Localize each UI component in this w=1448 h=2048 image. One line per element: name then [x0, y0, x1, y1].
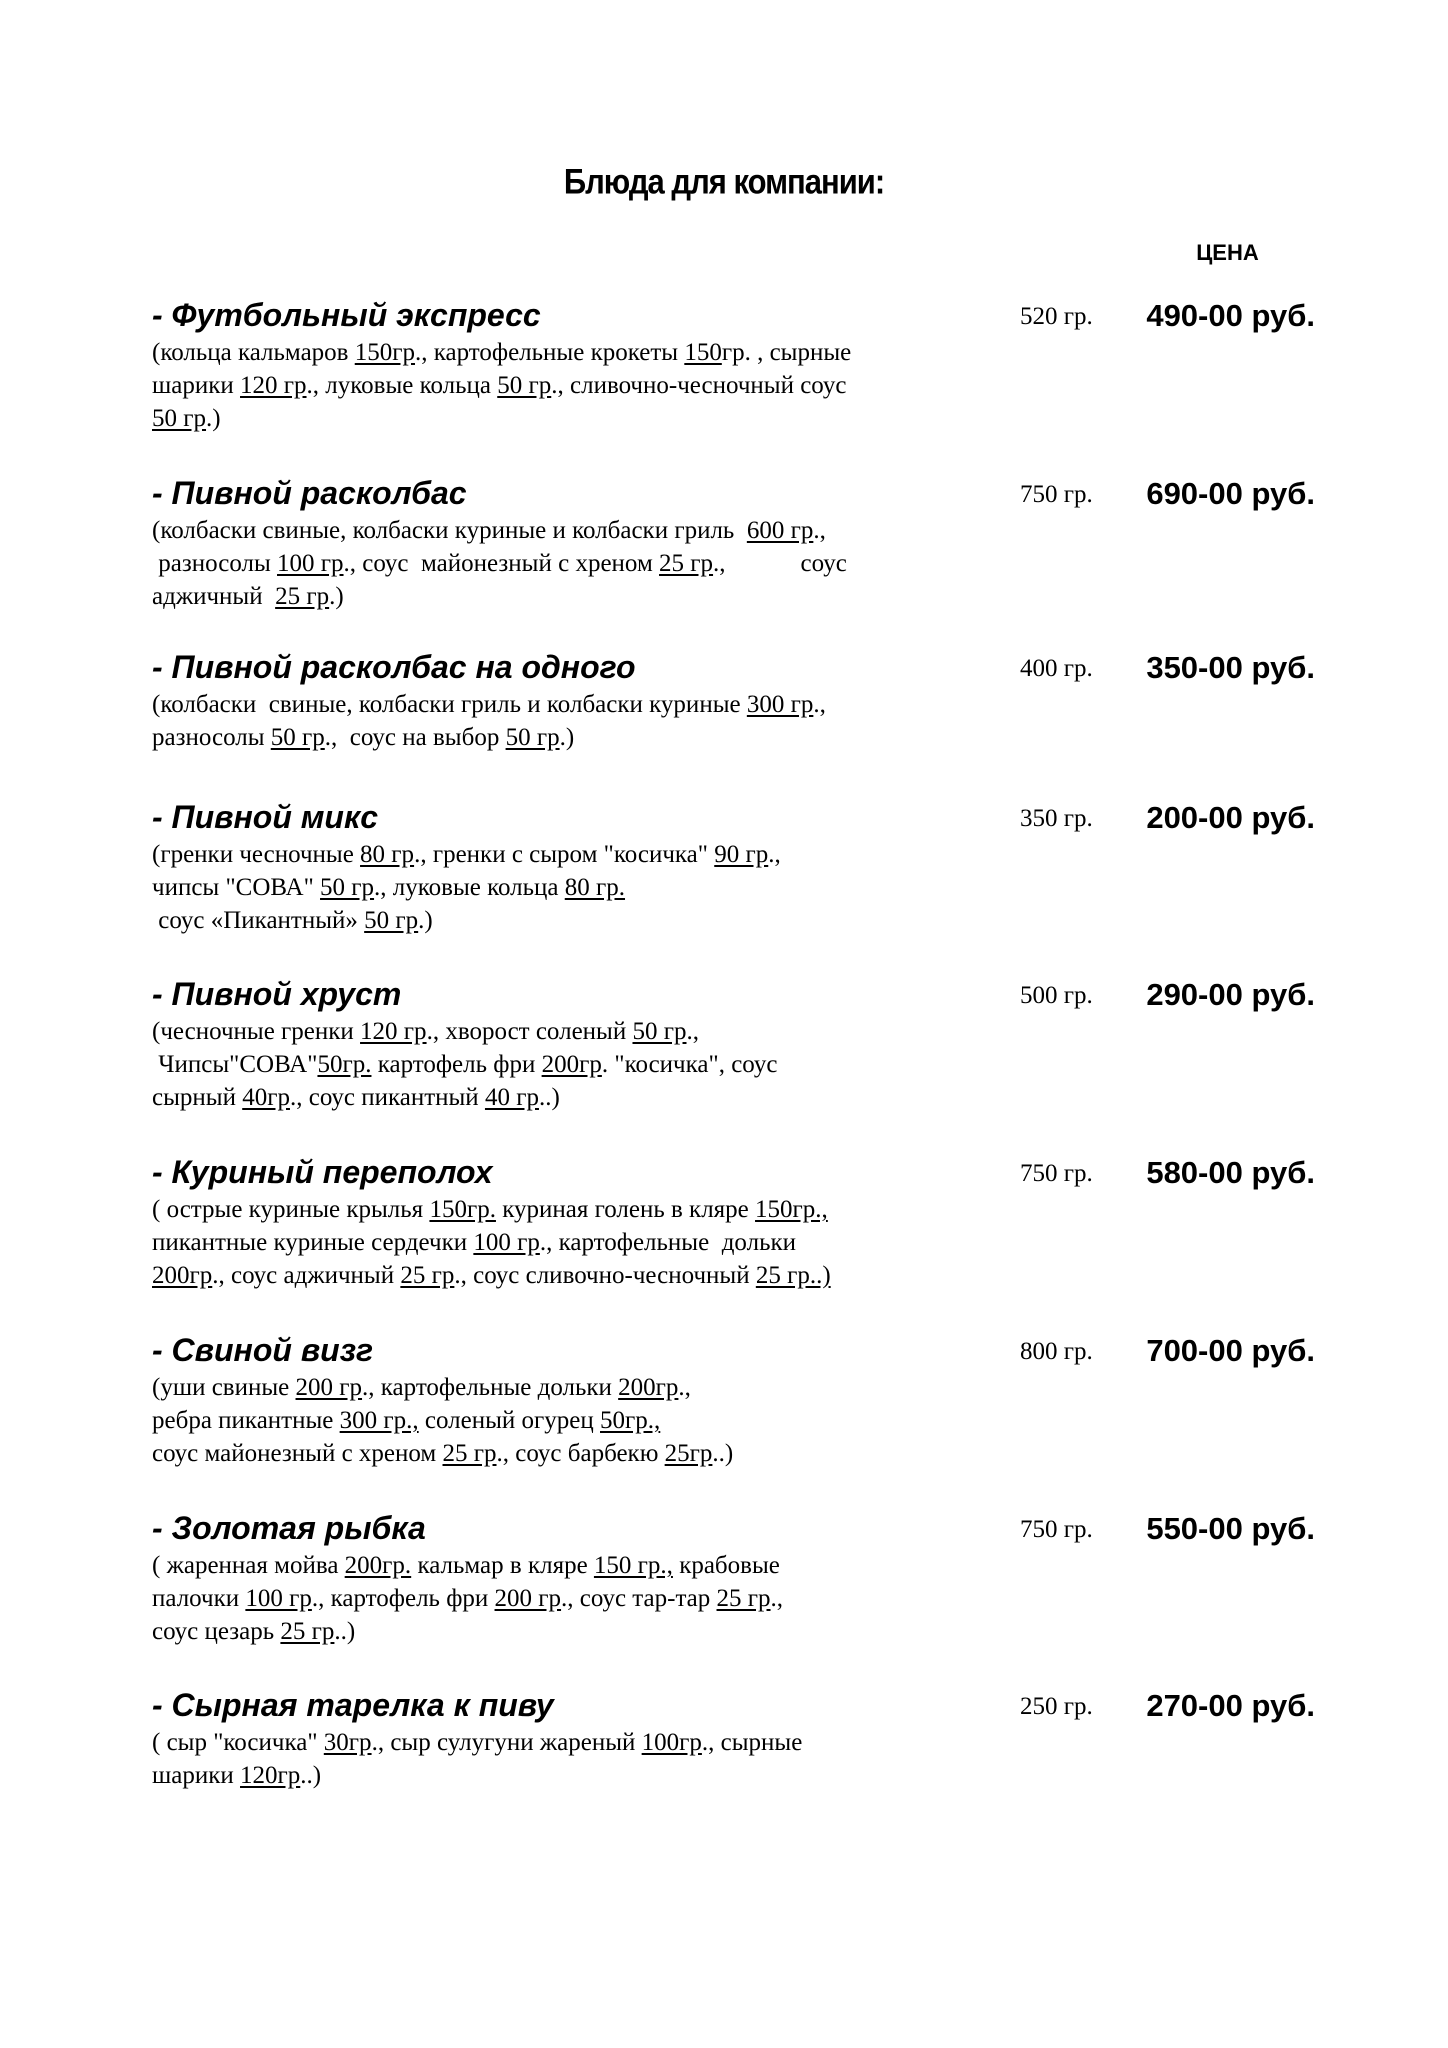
item-weight: 400 гр.	[1020, 655, 1093, 682]
item-price: 550-00 руб.	[1146, 1511, 1315, 1546]
portion-weight: 100гр	[641, 1729, 702, 1756]
item-price: 700-00 руб.	[1146, 1333, 1315, 1368]
portion-weight: 200 гр	[295, 1374, 363, 1401]
portion-weight: 25гр	[664, 1440, 713, 1467]
description-line: шарики 120гр..)	[152, 1762, 322, 1789]
portion-weight: 150гр.,	[755, 1196, 828, 1223]
description-line: ( острые куриные крылья 150гр. куриная голень в кляре 150гр.,	[152, 1196, 828, 1223]
item-weight: 250 гр.	[1020, 1693, 1093, 1720]
item-description	[152, 838, 982, 937]
description-line: соус цезарь 25 гр..)	[152, 1618, 356, 1645]
portion-weight: 100 гр	[277, 550, 344, 577]
item-description	[152, 1549, 982, 1648]
portion-weight: 30гр	[323, 1729, 372, 1756]
description-line: аджичный 25 гр.)	[152, 583, 344, 610]
description-line: разносолы 50 гр., соус на выбор 50 гр.)	[152, 724, 575, 751]
portion-weight: 50 гр	[364, 907, 419, 934]
portion-weight: 50 гр	[505, 724, 560, 751]
description-line: (чесночные гренки 120 гр., хворост соленый 50 гр.,	[152, 1018, 699, 1045]
portion-weight: 150гр	[354, 339, 415, 366]
portion-weight: 40 гр	[484, 1084, 539, 1111]
item-price: 580-00 руб.	[1146, 1155, 1315, 1190]
description-line: 200гр., соус аджичный 25 гр., соус сливочно-чесночный 25 гр..)	[152, 1262, 831, 1289]
item-price: 200-00 руб.	[1146, 800, 1315, 835]
description-line: ( жаренная мойва 200гр. кальмар в кляре 150 гр., крабовые	[152, 1552, 780, 1579]
item-description	[152, 1726, 982, 1792]
portion-weight: 25 гр	[442, 1440, 497, 1467]
portion-weight: 25 гр..)	[755, 1262, 831, 1289]
portion-weight: 300 гр.,	[339, 1407, 419, 1434]
item-price: 490-00 руб.	[1146, 298, 1315, 333]
item-name: - Пивной расколбас	[152, 475, 467, 511]
portion-weight: 200гр	[618, 1374, 679, 1401]
portion-weight: 50 гр	[152, 405, 207, 432]
description-line: (уши свиные 200 гр., картофельные дольки 200гр.,	[152, 1374, 691, 1401]
portion-weight: 200гр	[541, 1051, 602, 1078]
description-line: ребра пикантные 300 гр., соленый огурец 50гр.,	[152, 1407, 661, 1434]
description-line: шарики 120 гр., луковые кольца 50 гр., сливочно-чесночный соус	[152, 372, 847, 399]
page-title: Блюда для компании:	[563, 161, 885, 202]
portion-weight: 90 гр	[714, 841, 769, 868]
portion-weight: 300 гр	[746, 691, 814, 718]
description-line: (колбаски свиные, колбаски куриные и колбаски гриль 600 гр.,	[152, 517, 826, 544]
portion-weight: 150 гр.,	[593, 1552, 673, 1579]
item-weight: 500 гр.	[1020, 982, 1093, 1009]
portion-weight: 120 гр	[360, 1018, 427, 1045]
portion-weight: 25 гр	[716, 1585, 771, 1612]
portion-weight: 25 гр	[280, 1618, 335, 1645]
portion-weight: 50 гр	[270, 724, 325, 751]
portion-weight: 25 гр	[275, 583, 330, 610]
portion-weight: 200гр	[152, 1262, 213, 1289]
portion-weight: 40гр	[242, 1084, 290, 1111]
item-price: 290-00 руб.	[1146, 977, 1315, 1012]
portion-weight: 25 гр	[659, 550, 714, 577]
item-description	[152, 1371, 982, 1470]
description-line: палочки 100 гр., картофель фри 200 гр., соус тар-тар 25 гр.,	[152, 1585, 784, 1612]
item-name: - Золотая рыбка	[152, 1510, 426, 1546]
portion-weight: 50 гр	[320, 874, 375, 901]
description-line: сырный 40гр., соус пикантный 40 гр..)	[152, 1084, 560, 1111]
portion-weight: 600 гр	[746, 517, 814, 544]
portion-weight: 80 гр.	[564, 874, 626, 901]
item-name: - Сырная тарелка к пиву	[152, 1687, 554, 1723]
item-description	[152, 1015, 982, 1114]
description-line: разносолы 100 гр., соус майонезный с хреном 25 гр., соус	[152, 550, 847, 577]
item-name: - Куриный переполох	[152, 1154, 493, 1190]
portion-weight: 25 гр	[400, 1262, 455, 1289]
portion-weight: 50 гр	[497, 372, 552, 399]
description-line: (кольца кальмаров 150гр., картофельные крокеты 150гр. , сырные	[152, 339, 852, 366]
item-name: - Пивной микс	[152, 799, 378, 835]
portion-weight: 150гр.	[429, 1196, 496, 1223]
portion-weight: 150	[684, 339, 722, 366]
portion-weight: 50гр.,	[600, 1407, 661, 1434]
description-line: чипсы "СОВА" 50 гр., луковые кольца 80 гр.	[152, 874, 626, 901]
item-weight: 350 гр.	[1020, 805, 1093, 832]
item-weight: 520 гр.	[1020, 303, 1093, 330]
item-name: - Пивной расколбас на одного	[152, 649, 636, 685]
price-column-header: ЦЕНА	[1196, 240, 1259, 265]
description-line: (колбаски свиные, колбаски гриль и колбаски куриные 300 гр.,	[152, 691, 826, 718]
portion-weight: 200гр.	[344, 1552, 412, 1579]
item-weight: 750 гр.	[1020, 1160, 1093, 1187]
description-line: Чипсы"СОВА"50гр. картофель фри 200гр. "косичка", соус	[152, 1051, 778, 1078]
item-description	[152, 514, 982, 613]
item-description	[152, 1193, 982, 1292]
portion-weight: 50 гр	[632, 1018, 687, 1045]
item-weight: 750 гр.	[1020, 1516, 1093, 1543]
item-price: 690-00 руб.	[1146, 476, 1315, 511]
item-price: 350-00 руб.	[1146, 650, 1315, 685]
portion-weight: 80 гр	[360, 841, 415, 868]
portion-weight: 100 гр	[245, 1585, 312, 1612]
item-description	[152, 336, 982, 435]
description-line: соус майонезный с хреном 25 гр., соус барбекю 25гр..)	[152, 1440, 734, 1467]
description-line: соус «Пикантный» 50 гр.)	[152, 907, 433, 934]
item-weight: 800 гр.	[1020, 1338, 1093, 1365]
portion-weight: 120гр	[240, 1762, 301, 1789]
portion-weight: 50гр.	[317, 1051, 372, 1078]
item-weight: 750 гр.	[1020, 481, 1093, 508]
portion-weight: 120 гр	[240, 372, 307, 399]
item-name: - Пивной хруст	[152, 976, 402, 1012]
portion-weight: 200 гр	[494, 1585, 562, 1612]
item-name: - Свиной визг	[152, 1332, 374, 1368]
description-line: 50 гр.)	[152, 405, 221, 432]
description-line: пикантные куриные сердечки 100 гр., картофельные дольки	[152, 1229, 796, 1256]
item-price: 270-00 руб.	[1146, 1688, 1315, 1723]
item-description	[152, 688, 982, 754]
portion-weight: 100 гр	[473, 1229, 540, 1256]
description-line: ( сыр "косичка" 30гр., сыр сулугуни жареный 100гр., сырные	[152, 1729, 803, 1756]
item-name: - Футбольный экспресс	[152, 297, 541, 333]
description-line: (гренки чесночные 80 гр., гренки с сыром "косичка" 90 гр.,	[152, 841, 781, 868]
